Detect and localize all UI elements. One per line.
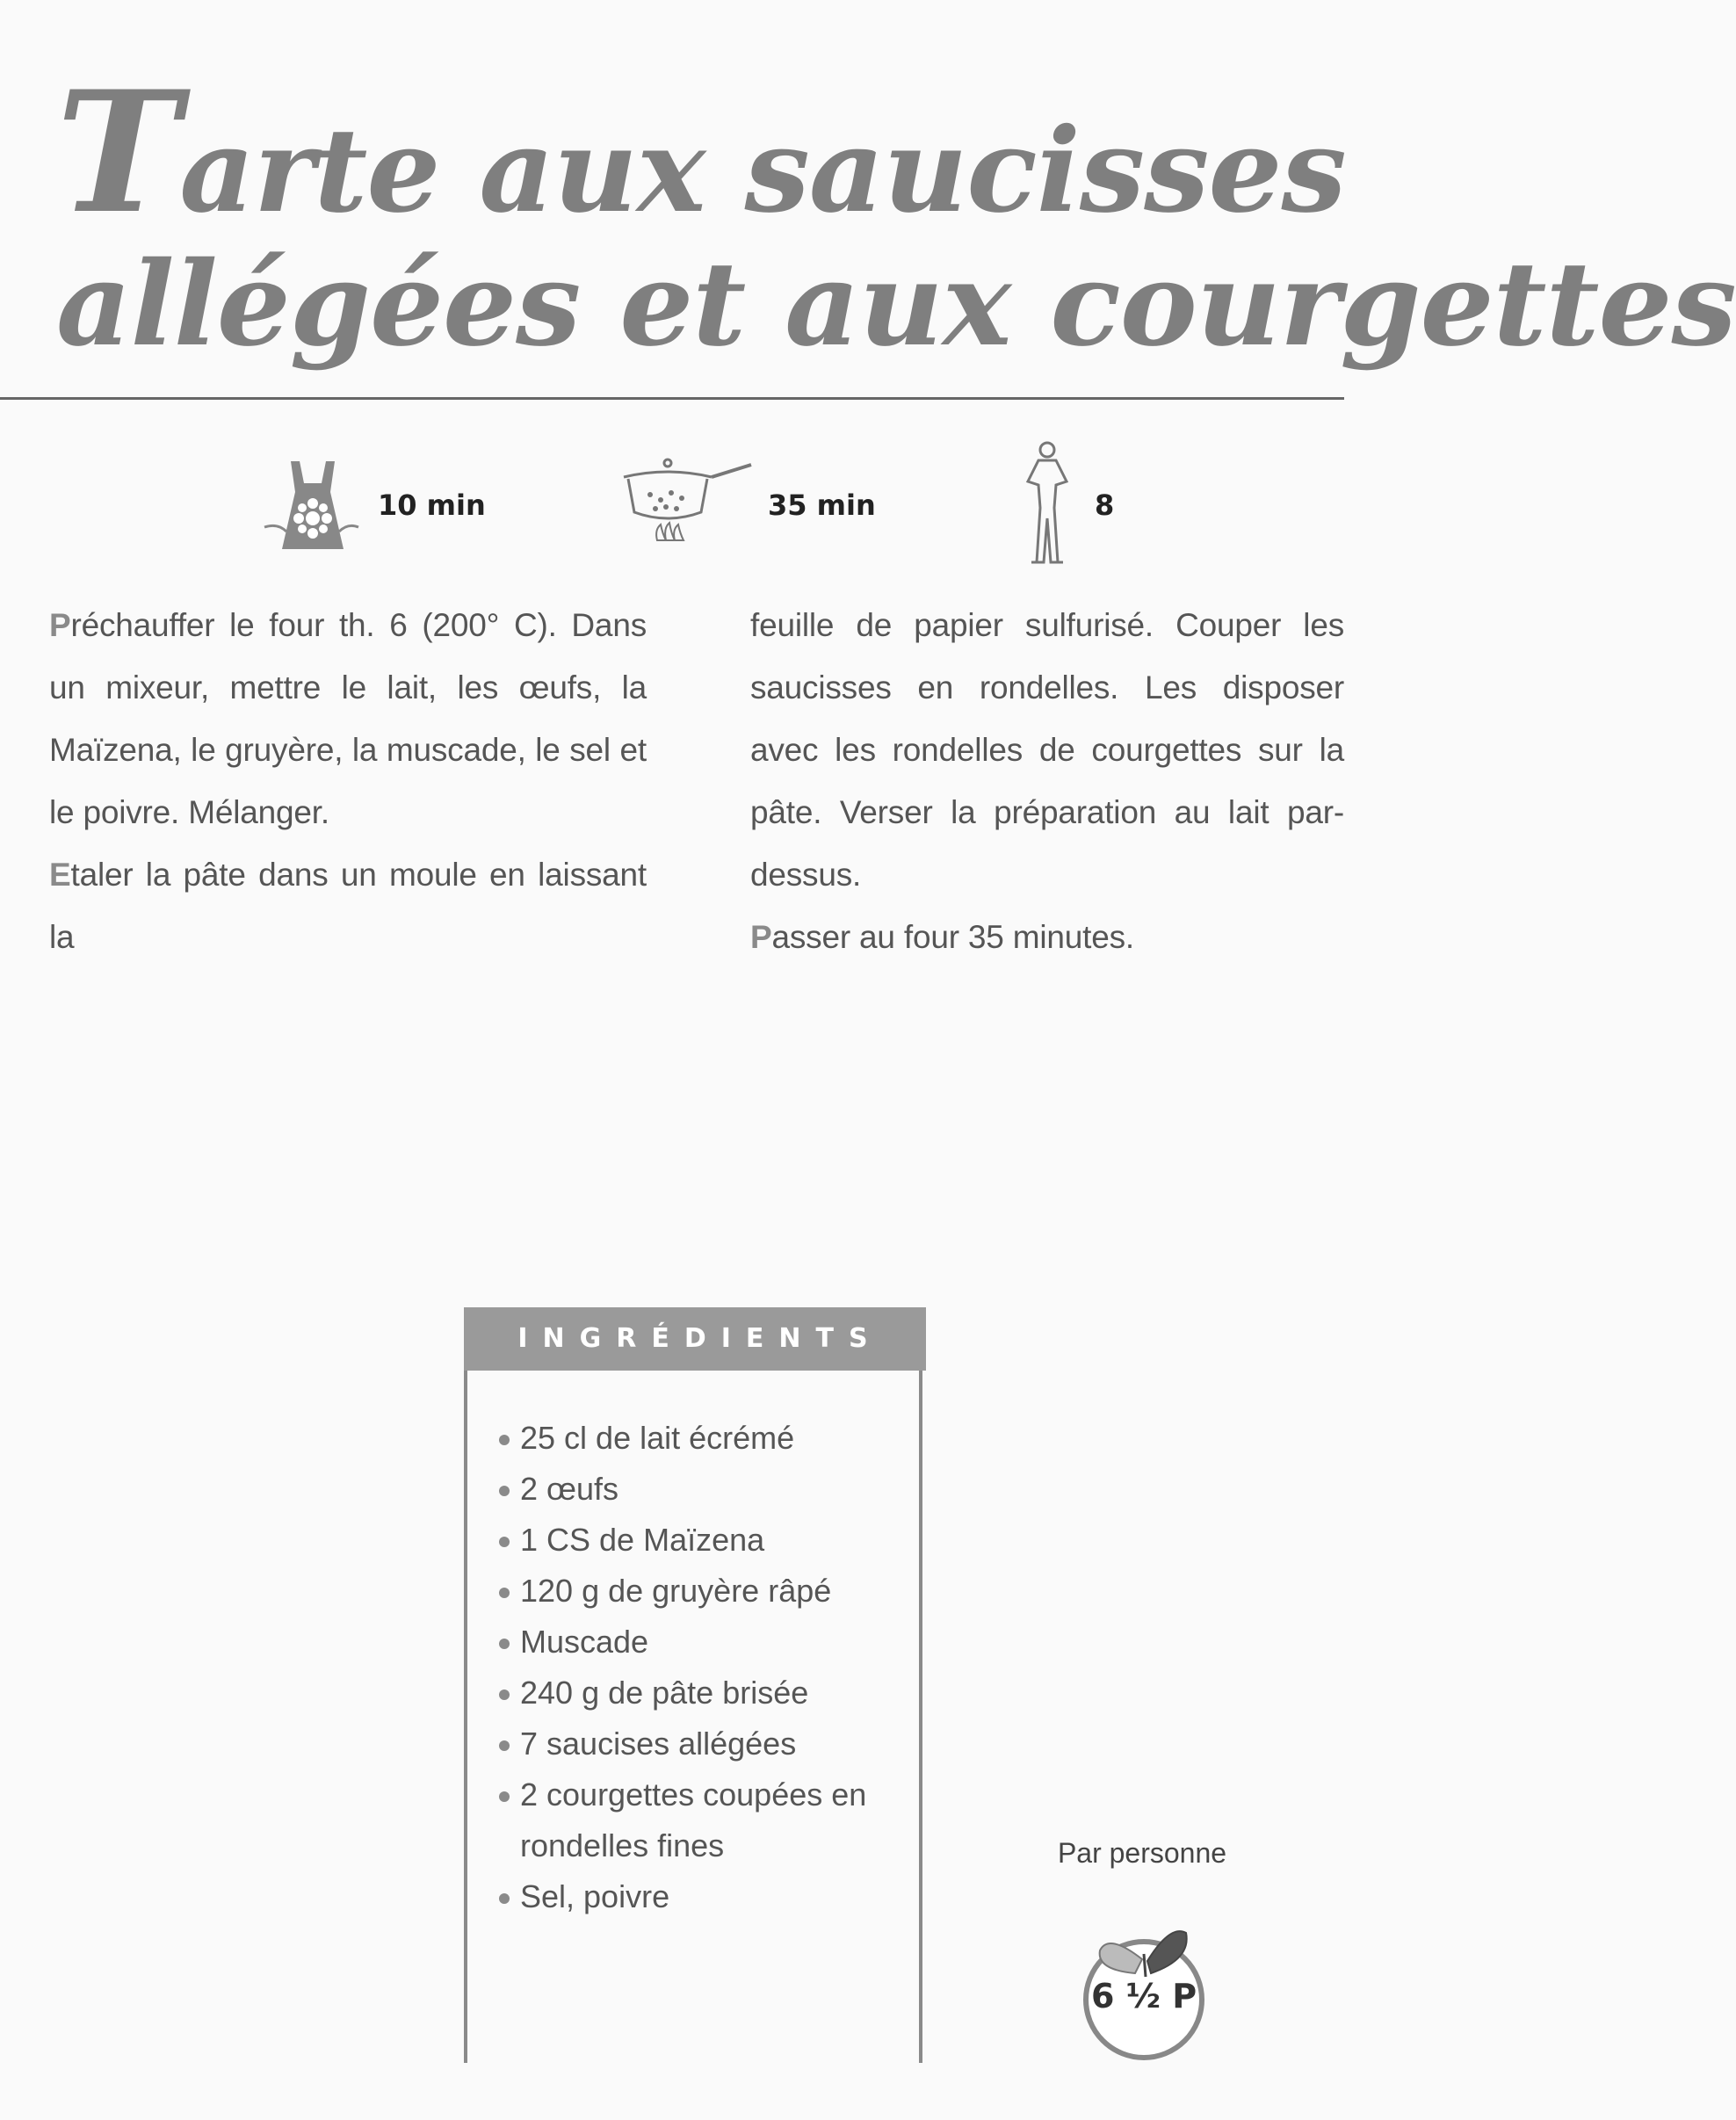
- prep-time-value: 10 min: [378, 488, 486, 522]
- drop-letter: P: [49, 607, 71, 643]
- drop-letter: E: [49, 857, 71, 893]
- recipe-title: [56, 54, 1736, 373]
- apron-icon: [260, 444, 365, 567]
- ingredient-item: 2 courgettes coupées en rondelles fines: [497, 1769, 898, 1871]
- cook-time: [615, 439, 876, 571]
- servings-value: 8: [1095, 488, 1115, 522]
- instruction-step-1: [49, 594, 647, 843]
- instruction-text: feuille de papier sulfurisé. Couper les saucisses en rondelles. Les disposer avec les rondelles de courgettes sur la pâte. Verser la préparation au lait par-dessus.: [750, 607, 1344, 893]
- pot-icon: [615, 444, 756, 567]
- ingredient-item: 120 g de gruyère râpé: [497, 1566, 898, 1617]
- instruction-step-2: [49, 843, 647, 968]
- title-line-1: [56, 54, 1348, 251]
- person-icon: [1012, 439, 1082, 571]
- points-badge: [1074, 1915, 1214, 2065]
- instructions-right: [750, 594, 1344, 968]
- drop-letter: P: [750, 919, 772, 955]
- title-line-2: allégées et aux courgettes: [56, 236, 1736, 373]
- ingredient-item: 1 CS de Maïzena: [497, 1515, 898, 1566]
- title-line-1-text: arte aux saucisses: [179, 103, 1346, 240]
- ingredients-list: [497, 1413, 898, 1922]
- instruction-step-2-continued: [750, 594, 1344, 906]
- points-label: Par personne: [1057, 1837, 1227, 1869]
- ingredient-item: 2 œufs: [497, 1464, 898, 1515]
- ingredients-header: INGRÉDIENTS: [464, 1307, 926, 1371]
- instruction-step-3: [750, 906, 1344, 968]
- prep-time: [260, 439, 486, 571]
- ingredient-item: 240 g de pâte brisée: [497, 1668, 898, 1718]
- instruction-text: réchauffer le four th. 6 (200° C). Dans un mixeur, mettre le lait, les œufs, la Maïzena, le gruyère, la muscade, le sel et le poivre. Mélanger.: [49, 607, 647, 830]
- title-divider: [0, 397, 1344, 400]
- ingredient-item: 7 saucises allégées: [497, 1718, 898, 1769]
- ingredient-item: Sel, poivre: [497, 1871, 898, 1922]
- instruction-text: taler la pâte dans un moule en laissant la: [49, 857, 647, 955]
- ingredients-box: [464, 1307, 922, 2063]
- ingredient-item: 25 cl de lait écrémé: [497, 1413, 898, 1464]
- ingredient-item: Muscade: [497, 1617, 898, 1668]
- points-value: 6 ½ P: [1090, 1977, 1197, 2015]
- cook-time-value: 35 min: [768, 488, 876, 522]
- servings: [1012, 439, 1114, 571]
- instructions-left: [49, 594, 647, 968]
- instruction-text: asser au four 35 minutes.: [771, 919, 1134, 955]
- title-capital: T: [56, 54, 180, 251]
